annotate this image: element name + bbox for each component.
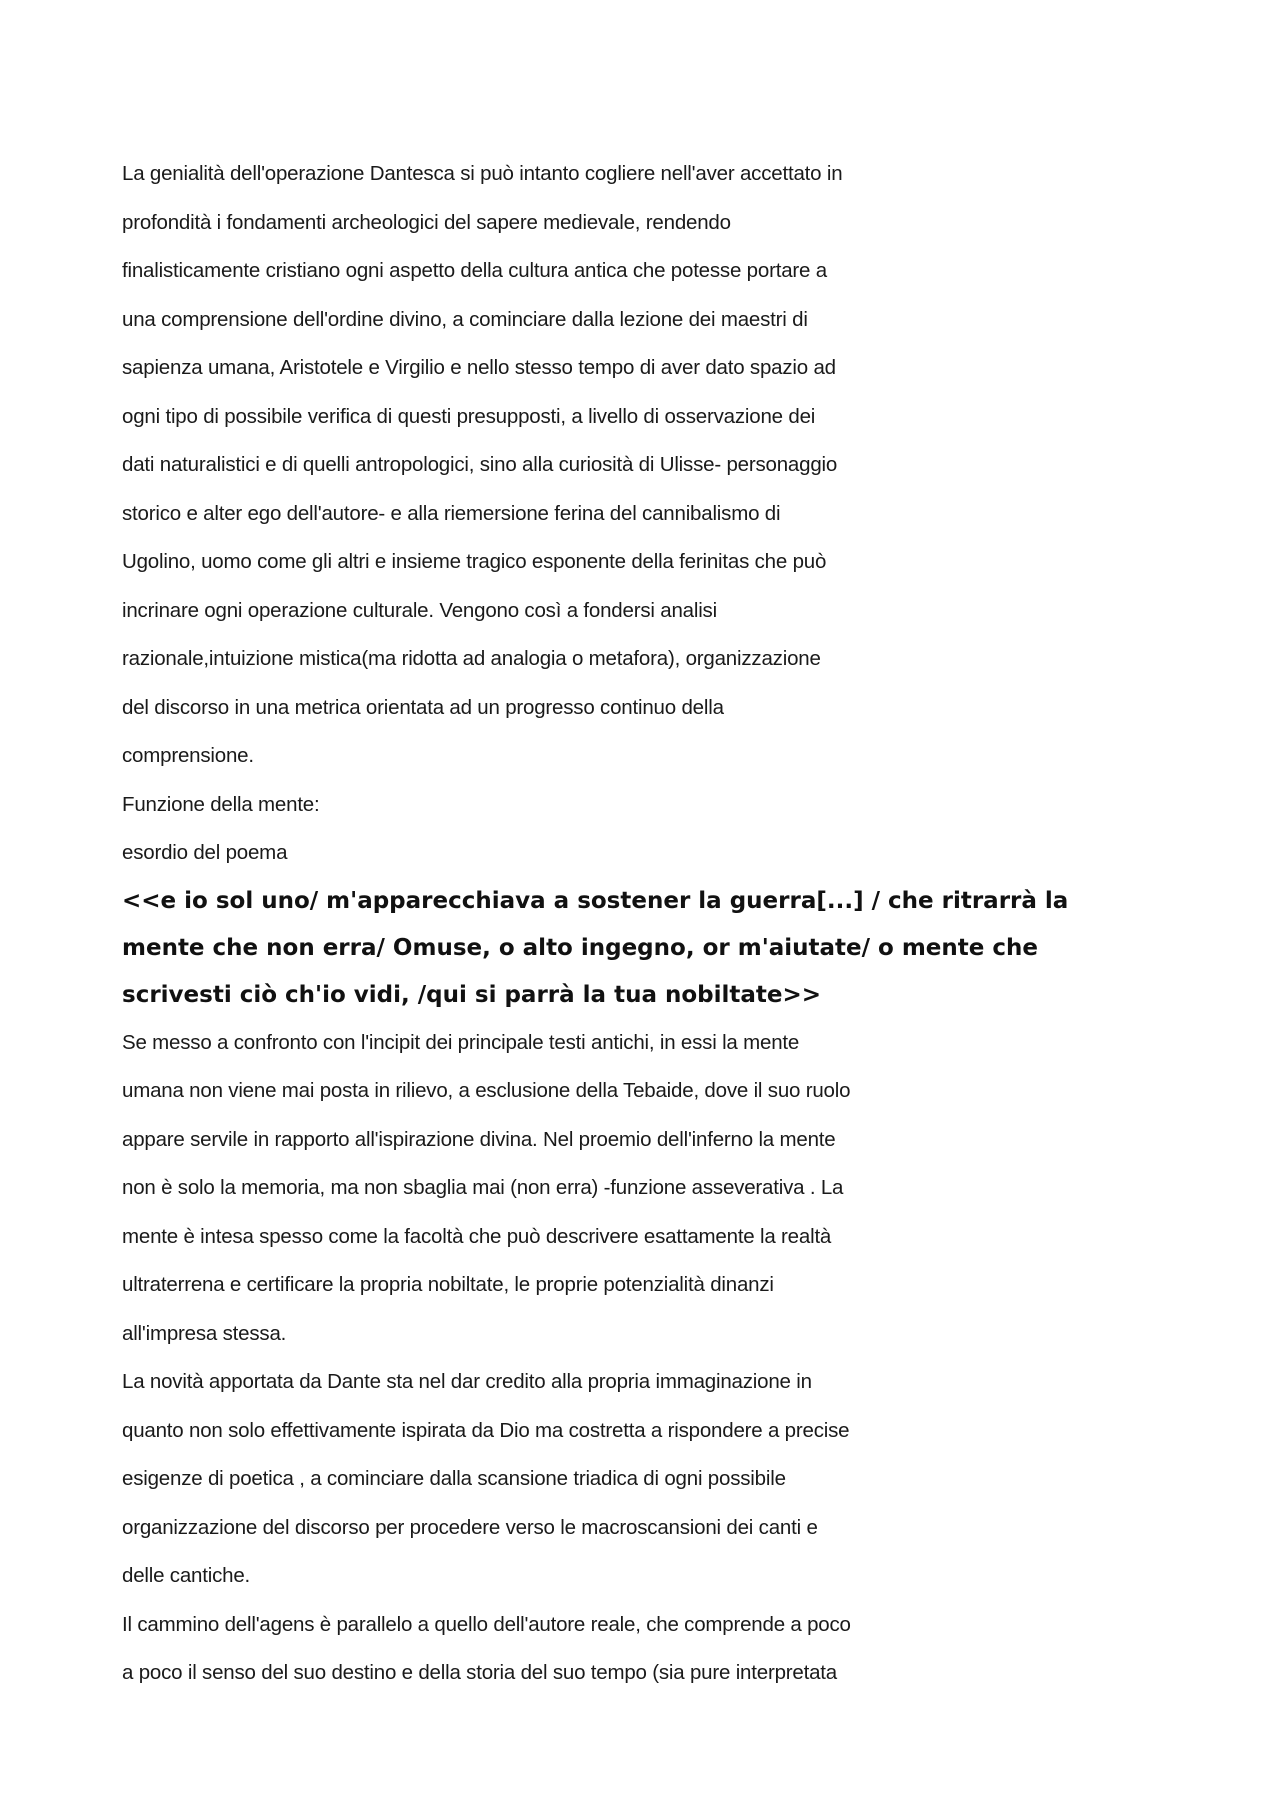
paragraph-incipit-comparison: [122, 1019, 1162, 1359]
paragraph-novita-dante: [122, 1358, 1162, 1601]
text-line: ogni tipo di possibile verifica di questi presupposti, a livello di osservazione dei: [122, 404, 816, 428]
text-line: comprensione.: [122, 744, 254, 767]
text-line: una comprensione dell'ordine divino, a cominciare dalla lezione dei maestri di: [122, 307, 808, 331]
quote-line: <<e io sol uno/ m'apparecchiava a sostener la guerra[...] / che ritrarrà la: [122, 887, 1069, 914]
text-line: Il cammino dell'agens è parallelo a quello dell'autore reale, che comprende a poco: [122, 1612, 851, 1636]
text-line: a poco il senso del suo destino e della storia del suo tempo (sia pure interpretata: [122, 1661, 838, 1684]
text-line: razionale,intuizione mistica(ma ridotta ad analogia o metafora), organizzazione: [122, 647, 821, 670]
text-line: ultraterrena e certificare la propria nobiltate, le proprie potenzialità dinanzi: [122, 1273, 774, 1296]
text-line: finalisticamente cristiano ogni aspetto della cultura antica che potesse portare a: [122, 259, 827, 282]
text-line: umana non viene mai posta in rilievo, a esclusione della Tebaide, dove il suo ruolo: [122, 1079, 851, 1102]
section-subheading-esordio: esordio del poema: [122, 841, 288, 864]
text-line: storico e alter ego dell'autore- e alla riemersione ferina del cannibalismo di: [122, 501, 781, 525]
text-line: organizzazione del discorso per procedere verso le macroscansioni dei canti e: [122, 1515, 818, 1539]
text-line: esigenze di poetica , a cominciare dalla scansione triadica di ogni possibile: [122, 1467, 786, 1490]
text-line: non è solo la memoria, ma non sbaglia mai (non erra) -funzione asseverativa . La: [122, 1176, 844, 1199]
text-line: La genialità dell'operazione Dantesca si può intanto cogliere nell'aver accettato in: [122, 162, 843, 185]
text-line: La novità apportata da Dante sta nel dar credito alla propria immaginazione in: [122, 1370, 812, 1393]
text-line: dati naturalistici e di quelli antropologici, sino alla curiosità di Ulisse- personaggio: [122, 453, 838, 476]
section-heading-funzione-mente: Funzione della mente:: [122, 792, 320, 816]
text-line: sapienza umana, Aristotele e Virgilio e nello stesso tempo di aver dato spazio ad: [122, 356, 836, 379]
text-line: del discorso in una metrica orientata ad un progresso continuo della: [122, 695, 724, 719]
text-line: all'impresa stessa.: [122, 1321, 287, 1345]
text-line: appare servile in rapporto all'ispirazione divina. Nel proemio dell'inferno la mente: [122, 1127, 836, 1151]
quote-line: scrivesti ciò ch'io vidi, /qui si parrà la tua nobiltate>>: [122, 981, 822, 1008]
document-body: [122, 150, 1162, 1698]
text-line: quanto non solo effettivamente ispirata da Dio ma costretta a rispondere a precise: [122, 1418, 850, 1442]
text-line: Ugolino, uomo come gli altri e insieme tragico esponente della ferinitas che può: [122, 550, 827, 573]
text-line: Se messo a confronto con l'incipit dei principale testi antichi, in essi la mente: [122, 1030, 800, 1054]
text-line: mente è intesa spesso come la facoltà che può descrivere esattamente la realtà: [122, 1224, 832, 1248]
text-line: profondità i fondamenti archeologici del sapere medievale, rendendo: [122, 210, 731, 234]
paragraph-cammino-agens: [122, 1601, 1162, 1698]
paragraph-dante-genius: [122, 150, 1162, 781]
quote-line: mente che non erra/ Omuse, o alto ingegno, or m'aiutate/ o mente che: [122, 934, 1038, 961]
text-line: incrinare ogni operazione culturale. Vengono così a fondersi analisi: [122, 598, 717, 622]
text-line: delle cantiche.: [122, 1564, 251, 1587]
inferno-quote: [122, 878, 1162, 1019]
